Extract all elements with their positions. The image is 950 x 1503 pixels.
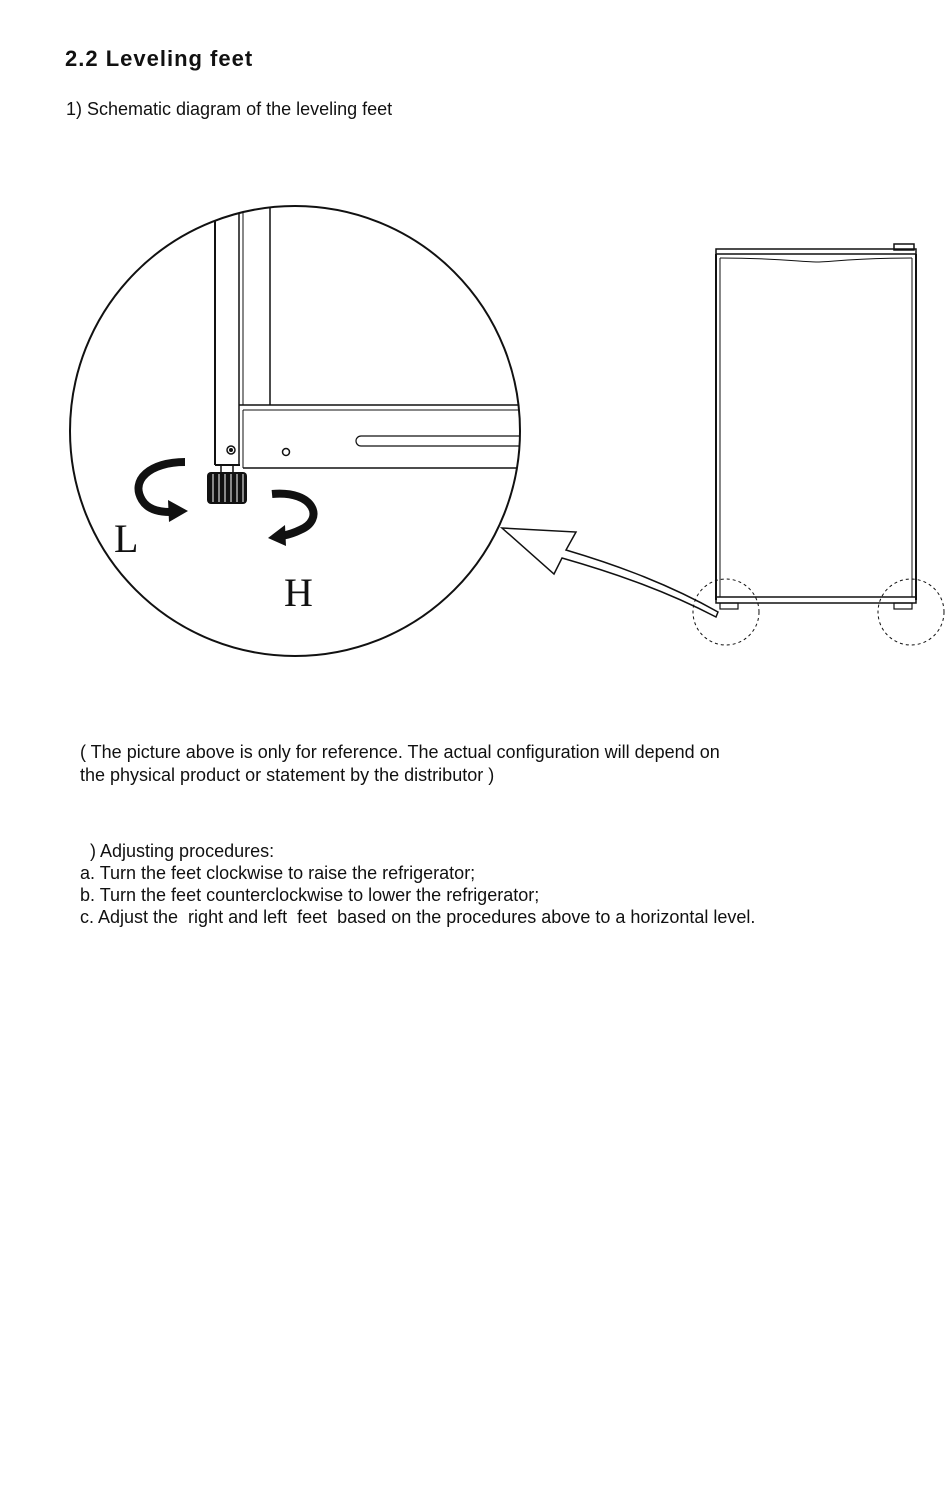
diagram-subtitle: 1) Schematic diagram of the leveling feet — [66, 99, 393, 119]
label-low: L — [114, 516, 139, 561]
procedure-step-c: c. Adjust the right and left feet based on the procedures above to a horizontal level. — [80, 907, 756, 927]
reference-note — [80, 741, 880, 787]
adjusting-procedures — [80, 840, 940, 928]
leveling-feet-diagram — [0, 190, 950, 670]
procedures-heading: ) Adjusting procedures: — [80, 841, 275, 861]
section-title: 2.2 Leveling feet — [65, 46, 254, 71]
magnified-detail-circle — [70, 190, 526, 656]
leveling-foot-knob — [207, 472, 247, 504]
procedure-step-b: b. Turn the feet counterclockwise to lower the refrigerator; — [80, 885, 540, 905]
refrigerator-front — [693, 244, 944, 645]
label-high: H — [284, 570, 313, 615]
callout-arrow — [502, 528, 718, 617]
note-line-1: ( The picture above is only for reference. The actual configuration will depend on — [80, 742, 720, 762]
note-line-2: the physical product or statement by the distributor ) — [80, 765, 495, 785]
procedure-step-a: a. Turn the feet clockwise to raise the refrigerator; — [80, 863, 476, 883]
